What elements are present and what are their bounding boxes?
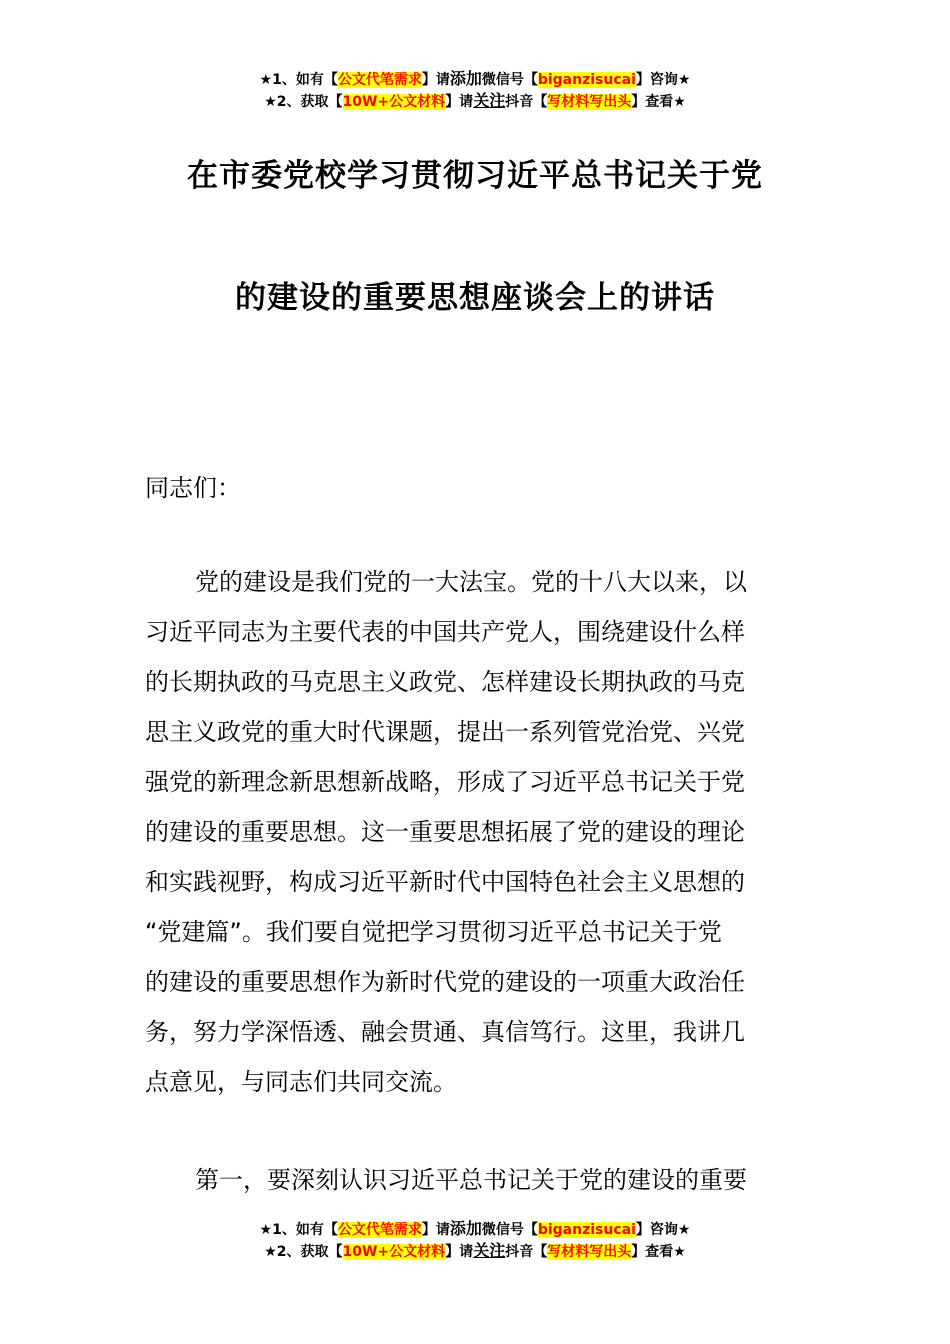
banner-text: ★1、如有【 xyxy=(259,1222,338,1238)
body-paragraph-1 xyxy=(145,557,807,1107)
body-paragraph-2 xyxy=(145,1155,807,1205)
banner-text: 抖音【 xyxy=(505,94,548,110)
banner-text: 】请 xyxy=(421,72,450,88)
banner-text: ★2、获取【 xyxy=(264,1244,343,1260)
banner-emphasis: 关注 xyxy=(473,1241,506,1260)
banner-wechat-id: biganzisucai xyxy=(537,72,636,88)
banner-text: 微信号【 xyxy=(481,1222,538,1238)
salutation: 同志们： xyxy=(145,474,241,502)
banner-douyin-id: 写材料写出头 xyxy=(547,1244,632,1260)
paragraph-line: 的长期执政的马克思主义政党、怎样建设长期执政的马克 xyxy=(145,668,745,696)
banner-emphasis: 关注 xyxy=(473,91,506,110)
banner-douyin-id: 写材料写出头 xyxy=(547,94,632,110)
banner-highlight: 10W+公文材料 xyxy=(342,1244,446,1260)
banner-text: 】请 xyxy=(445,1244,474,1260)
banner-highlight: 公文代笔需求 xyxy=(337,1222,422,1238)
paragraph-line: 思主义政党的重大时代课题，提出一系列管党治党、兴党 xyxy=(145,718,745,746)
document-title-line-2: 的建设的重要思想座谈会上的讲话 xyxy=(235,280,715,316)
banner-line-2 xyxy=(0,1240,950,1262)
banner-text: 微信号【 xyxy=(481,72,538,88)
banner-text: 】咨询★ xyxy=(635,72,691,88)
paragraph-line: 第一，要深刻认识习近平总书记关于党的建设的重要 xyxy=(195,1166,747,1194)
paragraph-line: 务，努力学深悟透、融会贯通、真信笃行。这里，我讲几 xyxy=(145,1018,745,1046)
banner-emphasis: 添加 xyxy=(449,1219,482,1238)
banner-highlight: 10W+公文材料 xyxy=(342,94,446,110)
paragraph-line: 和实践视野，构成习近平新时代中国特色社会主义思想的 xyxy=(145,868,745,896)
banner-wechat-id: biganzisucai xyxy=(537,1222,636,1238)
banner-line-2 xyxy=(0,90,950,112)
banner-line-1 xyxy=(0,68,950,90)
paragraph-line: “党建篇”。我们要自觉把学习贯彻习近平总书记关于党 xyxy=(145,918,722,946)
banner-line-1 xyxy=(0,1218,950,1240)
banner-text: ★1、如有【 xyxy=(259,72,338,88)
paragraph-line: 的建设的重要思想作为新时代党的建设的一项重大政治任 xyxy=(145,968,745,996)
paragraph-line: 习近平同志为主要代表的中国共产党人，围绕建设什么样 xyxy=(145,618,745,646)
document-title-line-1: 在市委党校学习贯彻习近平总书记关于党 xyxy=(187,158,763,194)
banner-text: 抖音【 xyxy=(505,1244,548,1260)
paragraph-line: 的建设的重要思想。这一重要思想拓展了党的建设的理论 xyxy=(145,818,745,846)
banner-text: 】请 xyxy=(445,94,474,110)
paragraph-line: 强党的新理念新思想新战略，形成了习近平总书记关于党 xyxy=(145,768,745,796)
banner-text: ★2、获取【 xyxy=(264,94,343,110)
banner-emphasis: 添加 xyxy=(449,69,482,88)
footer-banner xyxy=(0,1218,950,1262)
banner-text: 】请 xyxy=(421,1222,450,1238)
banner-highlight: 公文代笔需求 xyxy=(337,72,422,88)
banner-text: 】查看★ xyxy=(631,1244,686,1260)
paragraph-line: 党的建设是我们党的一大法宝。党的十八大以来，以 xyxy=(195,568,747,596)
banner-text: 】查看★ xyxy=(631,94,686,110)
paragraph-line: 点意见，与同志们共同交流。 xyxy=(145,1068,457,1096)
header-banner xyxy=(0,68,950,112)
banner-text: 】咨询★ xyxy=(635,1222,691,1238)
